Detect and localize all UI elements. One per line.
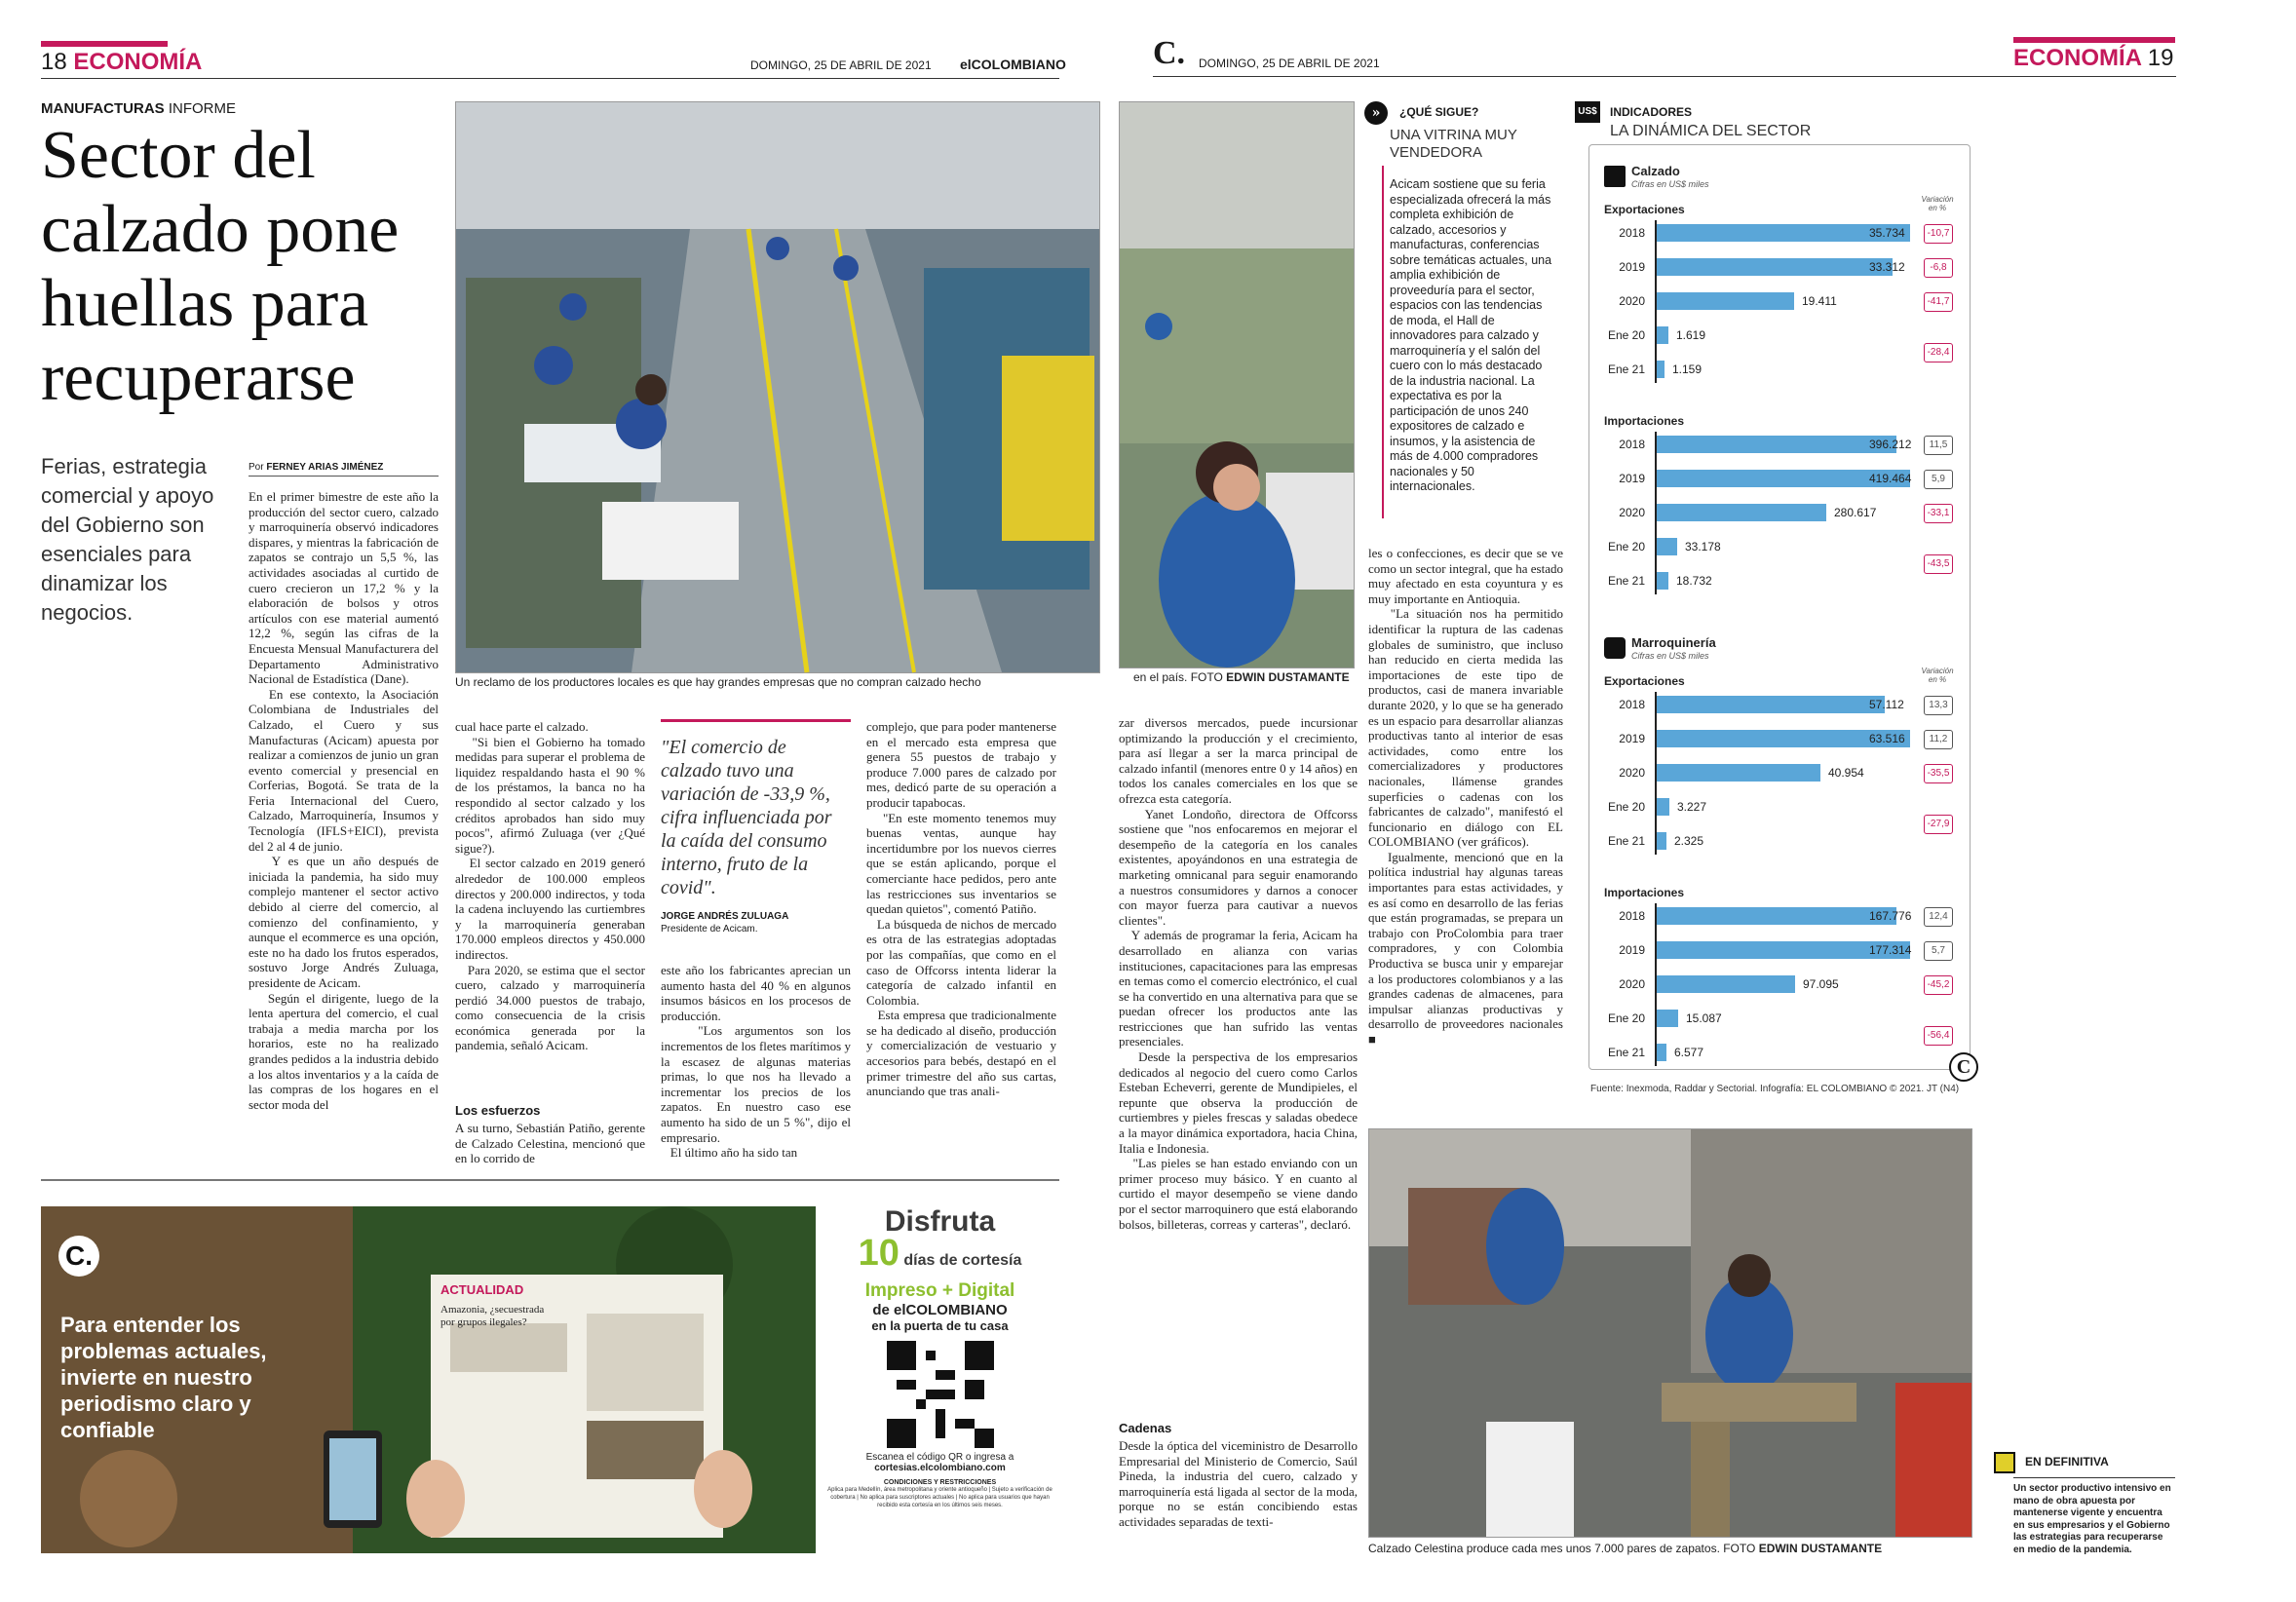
- bar-category: Ene 21: [1607, 834, 1645, 848]
- data-bar: [1657, 764, 1820, 782]
- bar-axis: [1655, 692, 1657, 855]
- offer-from: de elCOLOMBIANO: [872, 1302, 1008, 1318]
- bar-value: 6.577: [1674, 1046, 1704, 1059]
- conditions-title: CONDICIONES Y RESTRICCIONES: [883, 1479, 997, 1486]
- variation-badge: -6,8: [1924, 258, 1953, 278]
- variation-label: Variación en %: [1921, 195, 1954, 212]
- ad-logo: C.: [58, 1236, 99, 1277]
- bar-value: 63.516: [1869, 732, 1905, 745]
- variation-badge: 11,5: [1924, 436, 1953, 455]
- chart-subtitle: Cifras en US$ miles: [1631, 651, 1709, 661]
- bar-value: 40.954: [1828, 766, 1864, 780]
- ad-separator: [41, 1179, 1059, 1181]
- variation-badge: 12,4: [1924, 907, 1953, 927]
- bar-value: 97.095: [1803, 977, 1839, 991]
- dollar-icon: US$: [1575, 101, 1600, 123]
- photo2-caption-text: Calzado Celestina produce cada mes unos 7.000 pares de zapatos. FOTO: [1368, 1542, 1756, 1555]
- definitiva-text: Un sector productivo intensivo en mano de obra apuesta por mantenerse vigente y encuentra en sus empresarios y el Gobierno las estrategias para recuperarse en medio de la pandemia.: [2013, 1483, 2171, 1555]
- right-section-header: [2013, 45, 2173, 72]
- data-bar: [1657, 907, 1896, 925]
- deck: Ferias, estrategia comercial y apoyo del Gobierno son esenciales para dinamizar los negocios.: [41, 454, 214, 625]
- definitiva-title: EN DEFINITIVA: [2025, 1455, 2109, 1468]
- byline-author: FERNEY ARIAS JIMÉNEZ: [266, 462, 384, 473]
- qr-code-icon[interactable]: [887, 1341, 994, 1448]
- data-bar: [1657, 258, 1893, 276]
- series-label: Exportaciones: [1604, 203, 1685, 216]
- series-label: Importaciones: [1604, 414, 1685, 428]
- photo1-caption-text: en el país. FOTO: [1133, 670, 1223, 684]
- series-label: Importaciones: [1604, 886, 1685, 899]
- data-bar: [1657, 538, 1677, 555]
- factory-photo: [455, 101, 1100, 673]
- bar-value: 3.227: [1677, 800, 1707, 814]
- kicker: [41, 100, 236, 117]
- photo-caption: Un reclamo de los productores locales es que hay grandes empresas que no compran calzado hecho: [455, 675, 981, 689]
- photo2-caption: [1368, 1542, 1882, 1555]
- bar-category: 2018: [1619, 909, 1645, 923]
- ad-mock-section: ACTUALIDAD: [440, 1282, 524, 1297]
- bar-category: Ene 20: [1607, 540, 1645, 553]
- variation-badge: -27,9: [1924, 815, 1953, 834]
- qr-text: Escanea el código QR o ingresa a: [865, 1452, 1014, 1463]
- sidebar-title: UNA VITRINA MUY VENDEDORA: [1390, 127, 1517, 161]
- sewing-photo: [1368, 1128, 1972, 1538]
- bar-category: 2020: [1619, 506, 1645, 519]
- brand-name: elCOLOMBIANO: [960, 57, 1066, 72]
- variation-label: Variación en %: [1921, 667, 1954, 684]
- data-bar: [1657, 572, 1668, 590]
- factory-photo-image: [456, 102, 1099, 672]
- byline-rule: [249, 476, 439, 477]
- section-name: ECONOMÍA: [73, 49, 203, 75]
- bar-value: 18.732: [1676, 574, 1712, 588]
- qr-url[interactable]: cortesias.elcolombiano.com: [874, 1463, 1006, 1473]
- bar-value: 2.325: [1674, 834, 1704, 848]
- data-bar: [1657, 975, 1795, 993]
- bar-category: 2018: [1619, 226, 1645, 240]
- kicker-light: INFORME: [168, 100, 237, 117]
- conditions-text: Aplica para Medellín, área metropolitana y oriente antioqueño | Sujeto a verificación de cobertura | No aplica para suscriptores actuales | No aplica para usuarios que hayan recibido esta cortesía en los últimos seis meses.: [827, 1487, 1052, 1508]
- bar-axis: [1655, 432, 1657, 594]
- bar-value: 396.212: [1869, 438, 1912, 451]
- bar-category: 2019: [1619, 732, 1645, 745]
- bar-value: 33.312: [1869, 260, 1905, 274]
- data-bar: [1657, 696, 1885, 713]
- definitiva-icon: [1994, 1452, 2015, 1473]
- variation-badge: 13,3: [1924, 696, 1953, 715]
- photo1-caption: [1133, 670, 1350, 684]
- bar-value: 57.112: [1869, 698, 1904, 711]
- article-col-5: zar diversos mercados, puede incursionar optimizando la producción y el crecimiento, para así llegar a ser la marca principal de calzado infantil (menores entre 0 y 14 años) en todos los canales comerciales en los que se ofrezca esta categoría. Yanet Londoño, directora de Offcorss sostiene que "nos enfocaremos en mejorar el desempeño de la categoría en los canales existentes, apoyándonos en una estrategia de marketing omnicanal para seguir enamorando a nuestros consumidores y darnos a conocer con mayor fuerza para cautivar a nuevos clientes". Y además de programar la feria, Acicam ha desarrollado en alianza con varias instituciones, capacitaciones para las empresas en temas como el comercio electrónico, el cual se ha convertido en una alternativa para que se puedan ofrecer los productos ante las restricciones que han sufrido las ventas presenciales. Desde la perspectiva de los empresarios dedicados al negocio del cuero como Carlos Esteban Echeverri, gerente de Mundipieles, el repunte que observa la producción de curtiembres y pieles frescas y saladas obedece a la mayor dinámica exportadora, hacia China, Italia e Indonesia. "Las pieles se han estado enviando con un primer proceso muy básico. Y en cuanto al curtido el mayor desempeño se viene dando por el sector marroquinero que está elaborando bolsos, billeteras, correas y carteras", declaró.: [1119, 715, 1358, 1232]
- bar-category: 2019: [1619, 472, 1645, 485]
- shoe-icon: [1604, 166, 1626, 187]
- data-bar: [1657, 798, 1669, 816]
- quote-role: Presidente de Acicam.: [661, 924, 758, 934]
- section-bar: [41, 41, 168, 47]
- variation-badge: -28,4: [1924, 343, 1953, 362]
- data-bar: [1657, 326, 1668, 344]
- variation-badge: -43,5: [1924, 554, 1953, 574]
- bar-category: Ene 21: [1607, 362, 1645, 376]
- sewing-photo-image: [1369, 1129, 1971, 1537]
- bar-category: 2020: [1619, 294, 1645, 308]
- variation-badge: 5,7: [1924, 941, 1953, 961]
- chart-title: Marroquinería: [1631, 635, 1716, 650]
- variation-badge: -10,7: [1924, 224, 1953, 244]
- col2-subhead: Los esfuerzos: [455, 1103, 541, 1118]
- byline-prefix: Por: [249, 462, 264, 473]
- offer-door: en la puerta de tu casa: [871, 1318, 1009, 1333]
- col5-subhead: Cadenas: [1119, 1421, 1172, 1435]
- right-logo: C.: [1153, 35, 1186, 71]
- data-bar: [1657, 504, 1826, 521]
- data-bar: [1657, 1010, 1678, 1027]
- article-col-3: este año los fabricantes aprecian un aumento hasta del 40 % en algunos insumos básicos en los procesos de producción. "Los argumentos son los incrementos de los fletes marítimos y la escasez de algunas materias primas, lo que nos ha llevado a incrementar los precios de los zapatos. En nuestro caso ese aumento ha sido de un 5 %", dijo el empresario. El último año ha sido tan: [661, 963, 851, 1161]
- data-bar: [1657, 292, 1794, 310]
- bar-category: Ene 20: [1607, 800, 1645, 814]
- definitiva-rule: [2013, 1477, 2175, 1478]
- bar-category: 2018: [1619, 698, 1645, 711]
- variation-badge: 11,2: [1924, 730, 1953, 749]
- variation-badge: -45,2: [1924, 975, 1953, 995]
- bar-value: 419.464: [1869, 472, 1912, 485]
- bar-category: Ene 21: [1607, 1046, 1645, 1059]
- header-rule: [41, 78, 1059, 79]
- bar-value: 280.617: [1834, 506, 1877, 519]
- bar-category: 2020: [1619, 766, 1645, 780]
- infographic-chart: [1588, 144, 1971, 1070]
- sidebar-rule: [1382, 166, 1384, 518]
- headline: Sector del calzado pone huellas para recuperarse: [41, 118, 400, 415]
- infographic-title: LA DINÁMICA DEL SECTOR: [1610, 123, 1812, 139]
- article-col-4: complejo, que para poder mantenerse en el mercado esta empresa que genera 55 puestos de trabajo y produce 7.000 pares de calzado por mes, dedicó parte de su operación a producir tapabocas. "En este momento tenemos muy buenas ventas, aunque hay incertidumbre por los nuevos cierres que se están aplicando, porque el comerciante hace pedidos, pero ante las restricciones sus inventarios se quedan quietos", comentó Patiño. La búsqueda de nichos de mercado es otra de las estrategias adoptadas por las compañías, que como en el caso de Offcorss intenta liderar la categoría de calzado infantil en Colombia. Esta empresa que tradicionalmente se ha dedicado al diseño, producción y comercialización de vestuario y accesorios para bebés, destapó en el primer trimestre del año sus cartas, anunciando que tras anali-: [866, 719, 1057, 1099]
- section-header: [41, 49, 202, 76]
- right-section-name: ECONOMÍA: [2013, 45, 2142, 71]
- bar-value: 1.159: [1672, 362, 1703, 376]
- bar-category: 2019: [1619, 943, 1645, 957]
- chart-title: Calzado: [1631, 164, 1680, 178]
- ad-slogan: Para entender los problemas actuales, invierte en nuestro periodismo claro y confiable: [60, 1313, 267, 1442]
- variation-badge: 5,9: [1924, 470, 1953, 489]
- forward-icon: »: [1364, 101, 1388, 125]
- worker-photo: [1119, 101, 1355, 668]
- pull-quote: "El comercio de calzado tuvo una variación de -33,9 %, cifra influenciada por la caída del consumo interno, fruto de la covid".: [661, 737, 832, 898]
- variation-badge: -35,5: [1924, 764, 1953, 783]
- offer-days: 10: [858, 1233, 899, 1274]
- subscription-ad[interactable]: [41, 1206, 816, 1553]
- page-date: DOMINGO, 25 DE ABRIL DE 2021: [750, 58, 932, 72]
- bar-category: Ene 21: [1607, 574, 1645, 588]
- bar-value: 15.087: [1686, 1011, 1722, 1025]
- offer-product: Impreso + Digital: [864, 1280, 1015, 1301]
- variation-badge: -56,4: [1924, 1026, 1953, 1046]
- kicker-bold: MANUFACTURAS: [41, 100, 165, 117]
- data-bar: [1657, 832, 1666, 850]
- data-bar: [1657, 361, 1665, 378]
- right-page-number: 19: [2147, 45, 2174, 71]
- right-header-rule: [1153, 76, 2176, 77]
- data-bar: [1657, 436, 1896, 453]
- article-col-1: En el primer bimestre de este año la producción del sector cuero, calzado y marroquinería observó indicadores dispares, y mientras la fabricación de zapatos se contrajo un 5,5 %, las actividades asociadas al curtido de cuero crecieron un 17,2 % y la elaboración de bolsos y otros artículos con ese material aumentó 12,2 %, según las cifras de la Encuesta Mensual Manufacturera del Departamento Administrativo Nacional de Estadística (Dane). En ese contexto, la Asociación Colombiana de Industriales del Calzado, el Cuero y sus Manufacturas (Acicam) apuesta por realizar a comienzos de junio un gran evento comercial y presencial en Corferias, Bogotá. Se trata de la Feria Internacional del Cuero, Calzado, Marroquinería, Insumos y Tecnología (IFLS+EICI), prevista del 2 al 4 de junio. Y es que un año después de iniciada la pandemia, ha sido muy complejo mantener el sector activo debido al cierre del comercio, al comienzo del confinamiento, y aunque el ecommerce es una opción, este no ha dado los frutos esperados, sostuvo Jorge Andrés Zuluaga, presidente de Acicam. Según el dirigente, luego de la lenta apertura del comercio, el cual trabaja a media marcha por los horarios, este no ha realizado grandes pedidos a la industria debido a los altos inventarios y a la caída de las compras de los hogares en el sector moda del: [249, 489, 440, 1112]
- article-col-6: les o confecciones, es decir que se ve como un sector integral, que ha estado muy afectado en esta coyuntura y es muy importante en Antioquia. "La situación nos ha permitido identificar la ruptura de las cadenas globales de suministro, que incluso han reducido en cierta medida las importaciones de este tipo de productos, casi de manera invariable durante 2020, y lo que se ha generado es un espacio para desarrollar alianzas productivas tanto al interior de esas actividades, como entre los comercializadores y productores nacionales, llámense grandes superficies o cadenas con los fabricantes de calzado", manifestó el funcionario en diálogo con EL COLOMBIANO (ver gráficos). Igualmente, mencionó que en la política industrial hay algunas tareas importantes para estas actividades, y es así como en desarrollo de las ferias que están programadas, se prepara un trabajo con ProColombia para traer compradores, y con Colombia Productiva se busca unir y emparejar a los productores colombianos y a las grandes cadenas de almacenes, para impulsar alianzas productivas y desarrollo de proveedores nacionales ■: [1368, 546, 1564, 1047]
- bar-value: 1.619: [1676, 328, 1706, 342]
- offer-panel: [821, 1206, 1059, 1553]
- bar-category: 2020: [1619, 977, 1645, 991]
- worker-photo-image: [1120, 102, 1354, 668]
- photo2-credit: EDWIN DUSTAMANTE: [1758, 1542, 1883, 1555]
- infographic-source: Fuente: Inexmoda, Raddar y Sectorial. Infografía: EL COLOMBIANO © 2021. JT (N4): [1590, 1084, 1960, 1094]
- photo1-credit: EDWIN DUSTAMANTE: [1226, 670, 1350, 684]
- bar-value: 177.314: [1869, 943, 1912, 957]
- article-col-2: cual hace parte el calzado. "Si bien el Gobierno ha tomado medidas para superar el problema de liquidez respaldando hasta el 90 % de los préstamos, la banca no ha respondido al sector calzado y los créditos aprobados han sido muy pocos", afirmó Zuluaga (ver ¿Qué sigue?). El sector calzado en 2019 generó alrededor de 100.000 empleos directos y 200.000 indirectos, y toda la cadena incluyendo las curtiembres y la marroquinería generaban 170.000 empleos directos y 450.000 indirectos. Para 2020, se estima que el sector cuero, calzado y marroquinería perdió 34.000 puestos de trabajo, como consecuencia de la crisis económica generada por la pandemia, señaló Acicam.: [455, 719, 646, 1053]
- bar-value: 33.178: [1685, 540, 1721, 553]
- article-col-2b: A su turno, Sebastián Patiño, gerente de Calzado Celestina, mencionó que en lo corrido de: [455, 1121, 649, 1166]
- briefcase-icon: [1604, 637, 1626, 659]
- bar-value: 167.776: [1869, 909, 1912, 923]
- article-col-5b: Desde la óptica del viceministro de Desarrollo Empresarial del Ministerio de Comercio, Saúl Pineda, la industria del cuero, calzado y marroquinería está ligada al sector de la moda, porque no se están concibiendo estas actividades separadas de texti-: [1119, 1438, 1361, 1529]
- chart-subtitle: Cifras en US$ miles: [1631, 179, 1709, 189]
- offer-days-text: días de cortesía: [903, 1252, 1022, 1269]
- bar-category: Ene 20: [1607, 328, 1645, 342]
- bar-axis: [1655, 220, 1657, 383]
- offer-days-line: [821, 1233, 1059, 1277]
- bar-axis: [1655, 903, 1657, 1066]
- right-section-bar: [2013, 37, 2175, 43]
- sidebar-text: Acicam sostiene que su feria especializada ofrecerá la más completa exhibición de calzado, accesorios y manufacturas, conferencias sobre temáticas actuales, una amplia exhibición de proveeduría para el sector, espacios con las tendencias de moda, el Hall de innovadores para calzado y marroquinería y el salón del cuero con lo más destacado de la industria nacional. La expectativa es por la participación de unos 240 expositores de calzado e insumos, y la asistencia de más de 4.000 compradores nacionales y 50 internacionales.: [1390, 177, 1552, 493]
- page-number: 18: [41, 49, 67, 75]
- infographic-kicker: INDICADORES: [1610, 105, 1693, 119]
- variation-badge: -33,1: [1924, 504, 1953, 523]
- ad-mock-headline: Amazonia, ¿secuestrada por grupos ilegales?: [440, 1304, 545, 1328]
- right-date: DOMINGO, 25 DE ABRIL DE 2021: [1199, 57, 1380, 70]
- variation-badge: -41,7: [1924, 292, 1953, 312]
- data-bar: [1657, 1044, 1666, 1061]
- bar-category: 2018: [1619, 438, 1645, 451]
- quote-author: JORGE ANDRÉS ZULUAGA: [661, 911, 789, 922]
- quote-rule: [661, 719, 851, 722]
- infographic-logo: C: [1949, 1052, 1978, 1082]
- bar-value: 35.734: [1869, 226, 1905, 240]
- bar-value: 19.411: [1802, 294, 1837, 308]
- byline: [249, 462, 383, 473]
- bar-category: 2019: [1619, 260, 1645, 274]
- offer-title: Disfruta: [884, 1205, 996, 1238]
- sidebar-kicker: ¿QUÉ SIGUE?: [1399, 105, 1479, 119]
- bar-category: Ene 20: [1607, 1011, 1645, 1025]
- series-label: Exportaciones: [1604, 674, 1685, 688]
